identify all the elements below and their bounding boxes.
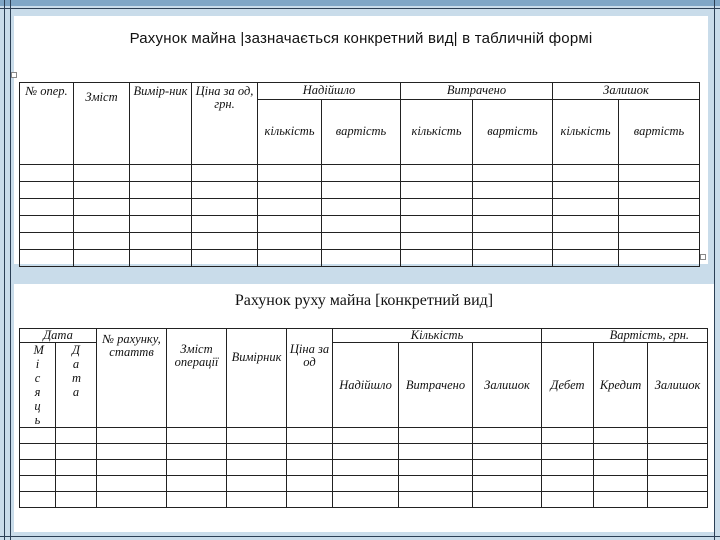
table-cell — [399, 444, 473, 460]
table-cell — [167, 492, 227, 508]
table-cell — [401, 165, 473, 182]
table-cell — [167, 476, 227, 492]
table-cell — [594, 492, 648, 508]
header-received-value: вартість — [322, 100, 401, 165]
table-cell — [473, 250, 553, 267]
header-op-no: № опер. — [20, 83, 74, 165]
table-cell — [542, 444, 594, 460]
table-cell — [542, 428, 594, 444]
table-cell — [473, 216, 553, 233]
table-cell — [227, 476, 287, 492]
table-cell — [401, 216, 473, 233]
table-row — [20, 165, 700, 182]
frame-line-left-outer — [4, 0, 5, 540]
table-cell — [287, 476, 333, 492]
table-cell — [333, 444, 399, 460]
table-cell — [97, 476, 167, 492]
table-row — [20, 444, 708, 460]
table-cell — [473, 444, 542, 460]
header-day-text: Дата — [72, 343, 82, 400]
table-cell — [401, 250, 473, 267]
table-cell — [20, 199, 74, 216]
frame-line-left-inner — [10, 0, 11, 540]
table-cell — [553, 216, 619, 233]
table-cell — [130, 182, 192, 199]
table-cell — [333, 476, 399, 492]
table-cell — [473, 460, 542, 476]
table-cell — [56, 460, 97, 476]
table-cell — [619, 199, 700, 216]
table-cell — [473, 476, 542, 492]
header-quantity: Кількість — [333, 329, 542, 343]
table-cell — [192, 216, 258, 233]
header-received: Надійшло — [333, 343, 399, 428]
table-cell — [619, 216, 700, 233]
table-cell — [619, 233, 700, 250]
header-balance: Залишок — [473, 343, 542, 428]
table-cell — [473, 182, 553, 199]
header-spent: Витрачено — [399, 343, 473, 428]
header-balance-value: вартість — [619, 100, 700, 165]
table-cell — [130, 233, 192, 250]
property-movement-table — [19, 328, 708, 508]
frame-line-right — [714, 0, 715, 540]
table-cell — [20, 233, 74, 250]
table-cell — [258, 250, 322, 267]
table-cell — [401, 233, 473, 250]
table-cell — [192, 233, 258, 250]
table-row — [20, 233, 700, 250]
table-cell — [20, 250, 74, 267]
table-cell — [473, 428, 542, 444]
header-balance-value: Залишок — [648, 343, 708, 428]
header-spent-qty: кількість — [401, 100, 473, 165]
table-cell — [553, 182, 619, 199]
property-account-table — [19, 82, 700, 267]
table-cell — [56, 444, 97, 460]
header-day — [56, 343, 97, 428]
table-row — [20, 460, 708, 476]
table-cell — [594, 428, 648, 444]
table-cell — [74, 233, 130, 250]
table-cell — [20, 476, 56, 492]
resize-handle-left[interactable] — [11, 72, 17, 78]
table-cell — [227, 428, 287, 444]
header-balance-qty: кількість — [553, 100, 619, 165]
table-cell — [322, 250, 401, 267]
table-cell — [401, 199, 473, 216]
table-cell — [619, 250, 700, 267]
sheet-title: Рахунок майна |зазначається конкретний вид| в табличній формі — [129, 30, 593, 47]
header-value: Вартість, грн. — [542, 329, 708, 343]
sheet-title: Рахунок руху майна [конкретний вид] — [234, 292, 494, 309]
resize-handle-bottom-right[interactable] — [700, 254, 706, 260]
table-body — [20, 428, 708, 508]
table-cell — [227, 444, 287, 460]
table-cell — [473, 233, 553, 250]
table-cell — [97, 460, 167, 476]
table-cell — [542, 492, 594, 508]
table-cell — [322, 199, 401, 216]
table-cell — [333, 428, 399, 444]
table-cell — [399, 460, 473, 476]
table-cell — [287, 444, 333, 460]
header-date-group: Дата — [20, 329, 97, 343]
table-cell — [192, 182, 258, 199]
table-cell — [74, 165, 130, 182]
table-cell — [20, 492, 56, 508]
table-cell — [258, 165, 322, 182]
table-cell — [287, 460, 333, 476]
top-stripe — [0, 0, 720, 6]
frame-line-top — [0, 8, 720, 9]
header-unit: Вимір-ник — [130, 83, 192, 165]
table-cell — [258, 216, 322, 233]
table-cell — [287, 492, 333, 508]
table-cell — [74, 199, 130, 216]
sheet-property-account — [14, 16, 708, 264]
table-cell — [130, 216, 192, 233]
table-cell — [648, 492, 708, 508]
table-cell — [553, 165, 619, 182]
table-cell — [192, 250, 258, 267]
table-cell — [20, 182, 74, 199]
table-cell — [56, 428, 97, 444]
table-body — [20, 165, 700, 267]
table-row — [20, 199, 700, 216]
table-cell — [473, 199, 553, 216]
table-cell — [97, 428, 167, 444]
header-price: Ціна за од, грн. — [192, 83, 258, 165]
table-cell — [594, 444, 648, 460]
table-cell — [594, 476, 648, 492]
header-month — [20, 343, 56, 428]
table-cell — [401, 182, 473, 199]
table-cell — [258, 199, 322, 216]
table-cell — [20, 444, 56, 460]
header-spent: Витрачено — [401, 83, 553, 100]
table-cell — [167, 428, 227, 444]
table-cell — [167, 460, 227, 476]
table-cell — [20, 165, 74, 182]
header-content: Зміст — [74, 83, 130, 165]
table-cell — [258, 182, 322, 199]
header-price: Ціна за од — [287, 329, 333, 428]
sheet-property-movement — [14, 284, 714, 532]
table-cell — [130, 165, 192, 182]
table-cell — [594, 460, 648, 476]
table-cell — [20, 428, 56, 444]
table-row — [20, 428, 708, 444]
table-cell — [56, 492, 97, 508]
table-cell — [473, 165, 553, 182]
table-row — [20, 182, 700, 199]
table-cell — [258, 233, 322, 250]
table-cell — [542, 460, 594, 476]
header-account: № рахунку, статтв — [97, 329, 167, 428]
table-cell — [333, 460, 399, 476]
table-cell — [227, 460, 287, 476]
header-content: Зміст операції — [167, 329, 227, 428]
table-cell — [333, 492, 399, 508]
header-credit: Кредит — [594, 343, 648, 428]
table-cell — [322, 182, 401, 199]
table-row — [20, 250, 700, 267]
table-cell — [322, 233, 401, 250]
table-cell — [619, 165, 700, 182]
table-cell — [648, 460, 708, 476]
table-cell — [20, 460, 56, 476]
table-cell — [473, 492, 542, 508]
table-cell — [399, 492, 473, 508]
header-spent-value: вартість — [473, 100, 553, 165]
header-unit: Вимірник — [227, 329, 287, 428]
table-cell — [553, 199, 619, 216]
table-cell — [97, 444, 167, 460]
table-row — [20, 216, 700, 233]
table-cell — [130, 199, 192, 216]
table-row — [20, 476, 708, 492]
table-cell — [74, 216, 130, 233]
table-cell — [192, 199, 258, 216]
frame-line-bottom — [0, 536, 720, 537]
table-row — [20, 492, 708, 508]
header-month-text: Місяць — [33, 343, 44, 428]
header-debit: Дебет — [542, 343, 594, 428]
table-cell — [619, 182, 700, 199]
table-cell — [542, 476, 594, 492]
table-cell — [130, 250, 192, 267]
table-cell — [322, 216, 401, 233]
table-cell — [399, 476, 473, 492]
table-cell — [287, 428, 333, 444]
table-cell — [74, 250, 130, 267]
table-cell — [553, 233, 619, 250]
table-cell — [648, 428, 708, 444]
table-cell — [74, 182, 130, 199]
table-cell — [97, 492, 167, 508]
table-cell — [399, 428, 473, 444]
table-cell — [192, 165, 258, 182]
table-cell — [648, 444, 708, 460]
header-received: Надійшло — [258, 83, 401, 100]
table-cell — [553, 250, 619, 267]
table-cell — [648, 476, 708, 492]
table-cell — [227, 492, 287, 508]
header-received-qty: кількість — [258, 100, 322, 165]
table-cell — [322, 165, 401, 182]
header-balance: Залишок — [553, 83, 700, 100]
table-cell — [167, 444, 227, 460]
table-cell — [56, 476, 97, 492]
table-cell — [20, 216, 74, 233]
